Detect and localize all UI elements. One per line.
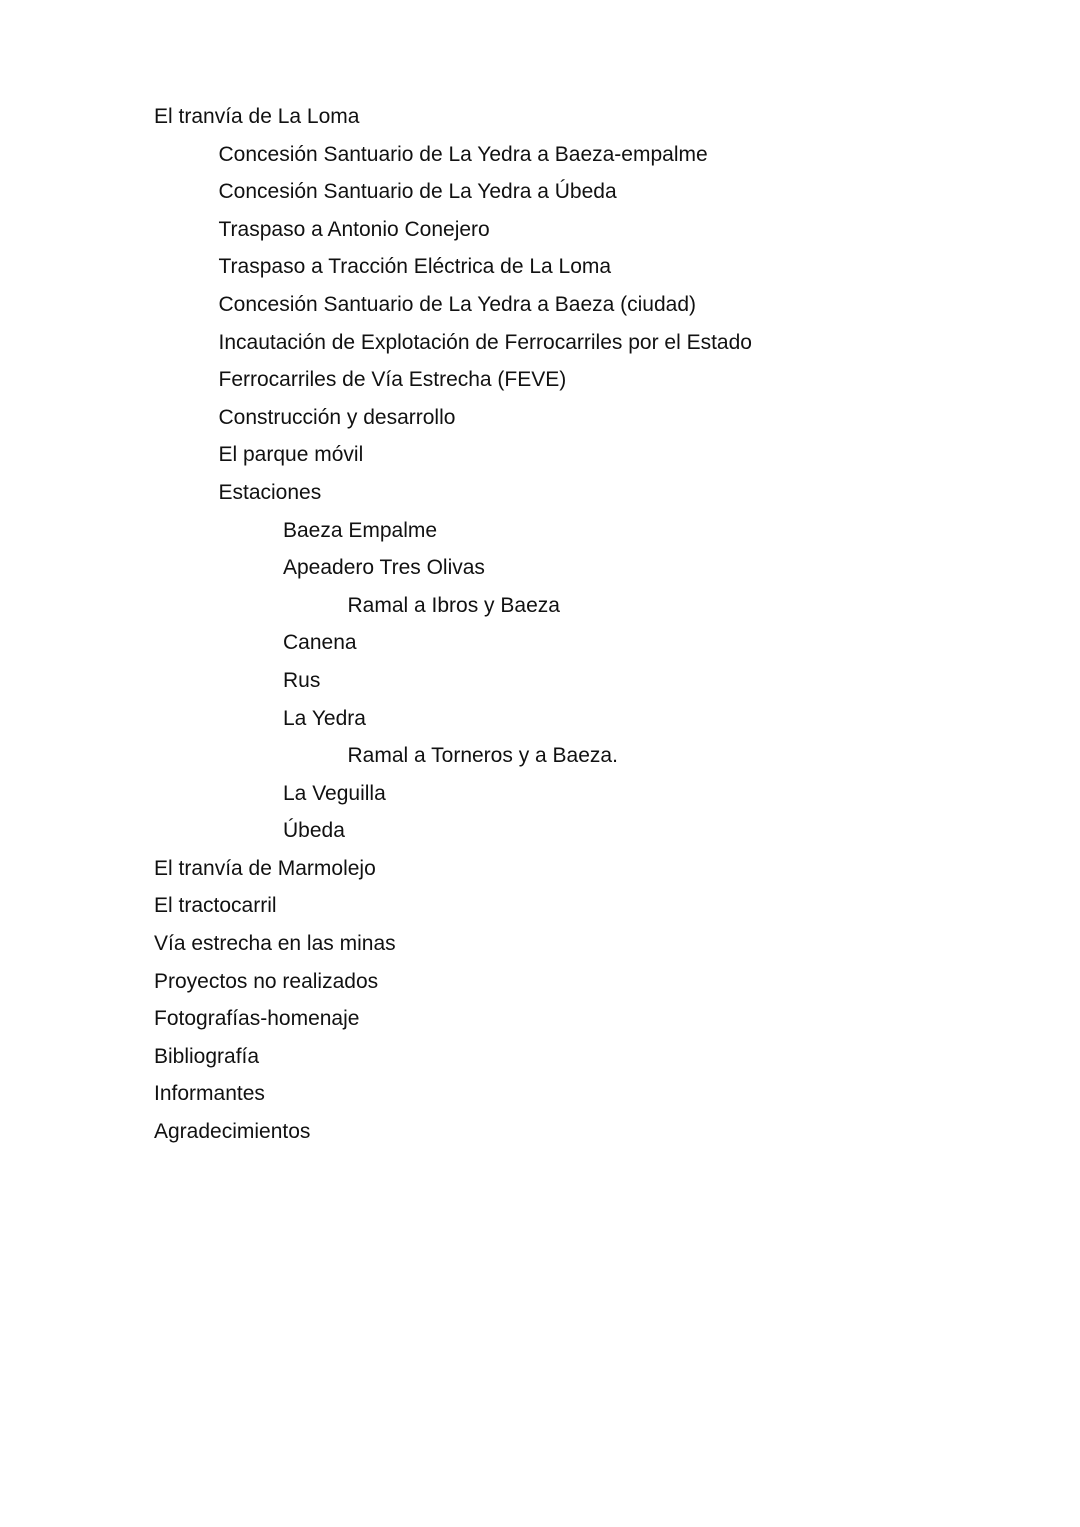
toc-entry: Úbeda: [283, 819, 345, 843]
table-of-contents: [154, 98, 1034, 1151]
toc-entry: Rus: [283, 668, 321, 692]
toc-entry: Traspaso a Tracción Eléctrica de La Loma: [218, 255, 612, 279]
toc-entry: Ramal a Ibros y Baeza: [347, 593, 560, 617]
toc-entry: Construcción y desarrollo: [218, 405, 456, 429]
toc-entry: El parque móvil: [218, 443, 364, 467]
toc-entry: Concesión Santuario de La Yedra a Úbeda: [218, 180, 617, 204]
toc-entry: Estaciones: [218, 480, 322, 504]
toc-entry: Apeadero Tres Olivas: [283, 556, 485, 580]
toc-entry: Agradecimientos: [154, 1120, 311, 1144]
toc-entry: Concesión Santuario de La Yedra a Baeza-empalme: [218, 142, 708, 166]
toc-entry: Vía estrecha en las minas: [154, 932, 396, 956]
toc-entry: Incautación de Explotación de Ferrocarriles por el Estado: [218, 330, 752, 354]
toc-entry: La Veguilla: [283, 781, 386, 805]
toc-entry: El tranvía de Marmolejo: [154, 856, 376, 880]
toc-entry: El tractocarril: [154, 894, 277, 918]
toc-entry: La Yedra: [283, 706, 366, 730]
toc-entry: Traspaso a Antonio Conejero: [218, 217, 490, 241]
toc-entry: Fotografías-homenaje: [154, 1007, 360, 1031]
toc-entry: Concesión Santuario de La Yedra a Baeza (ciudad): [218, 292, 697, 316]
toc-entry: Bibliografía: [154, 1044, 260, 1068]
toc-entry: Ramal a Torneros y a Baeza.: [347, 744, 618, 768]
toc-entry: El tranvía de La Loma: [154, 105, 360, 128]
toc-entry: Canena: [283, 631, 357, 655]
toc-entry: Ferrocarriles de Vía Estrecha (FEVE): [218, 368, 567, 392]
toc-entry: Baeza Empalme: [283, 518, 438, 542]
toc-entry: Proyectos no realizados: [154, 969, 379, 993]
toc-entry: Informantes: [154, 1082, 265, 1106]
